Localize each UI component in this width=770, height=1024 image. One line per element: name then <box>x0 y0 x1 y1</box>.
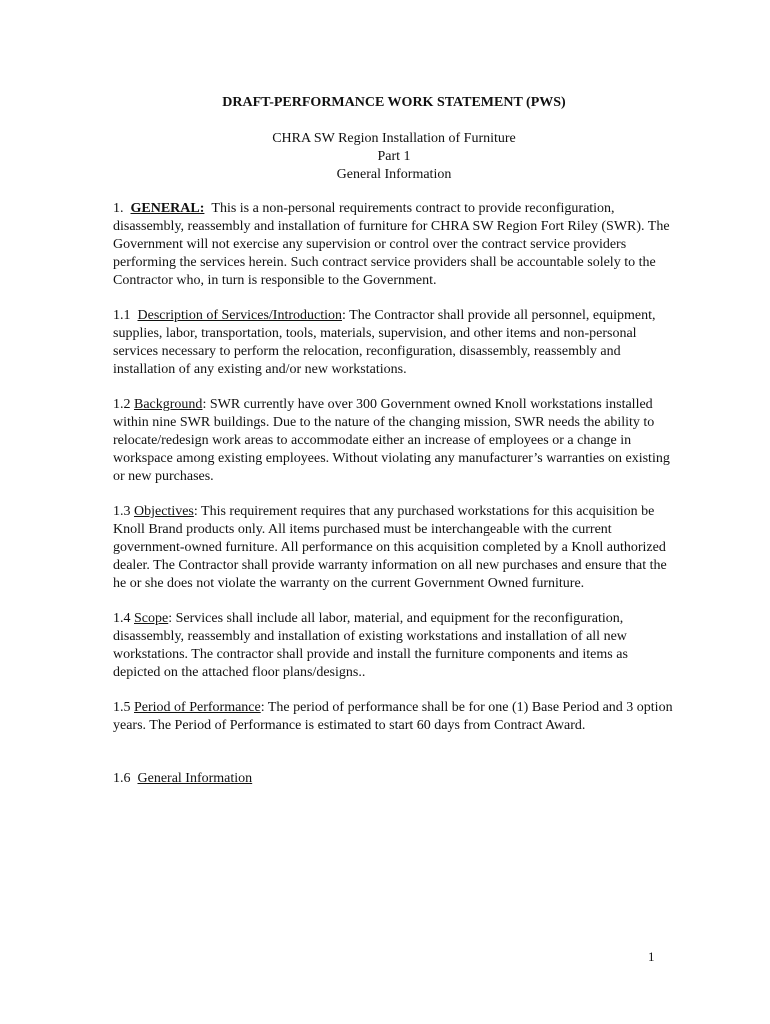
section-body: : Services shall include all labor, material, and equipment for the reconfiguration, disassembly, reassembly and installation of existing workstations and installation of all new workstations. The contractor shall provide and install the furniture components and items as depicted on the attached floor plans/designs.. <box>113 611 628 680</box>
section-general <box>113 200 675 290</box>
section-number: 1.1 <box>113 308 131 323</box>
subtitle-block <box>113 130 675 184</box>
section-heading: Background <box>134 397 203 412</box>
document-page <box>113 94 675 788</box>
section-number: 1.3 <box>113 504 131 519</box>
section-number: 1.4 <box>113 611 131 626</box>
section-body: : SWR currently have over 300 Government owned Knoll workstations installed within nine SWR buildings. Due to the nature of the changing mission, SWR needs the ability to relocate/redesign work areas to accommodate either an increase of employees or a change in workspace among existing employees. Without violating any manufacturer’s warranties on existing or new purchases. <box>113 397 670 484</box>
subtitle-line-3: General Information <box>336 167 452 182</box>
section-body: : The period of performance shall be for one (1) Base Period and 3 option years. The Period of Performance is estimated to start 60 days from Contract Award. <box>113 700 673 733</box>
section-number: 1.5 <box>113 700 131 715</box>
section-heading: Scope <box>134 611 169 626</box>
section-heading: Objectives <box>134 504 194 519</box>
page-number: 1 <box>648 949 655 964</box>
section-scope <box>113 610 675 682</box>
document-title: DRAFT-PERFORMANCE WORK STATEMENT (PWS) <box>222 95 566 110</box>
section-body: : The Contractor shall provide all personnel, equipment, supplies, labor, transportation, tools, materials, supervision, and other items and non-personal services necessary to perform the relocation, reconfiguration, disassembly, reassembly and installation of any existing and/or new workstations. <box>113 308 656 377</box>
section-number: 1.6 <box>113 771 131 786</box>
section-heading: GENERAL: <box>130 201 205 216</box>
subtitle-line-2: Part 1 <box>377 149 411 164</box>
section-period <box>113 699 675 735</box>
section-description <box>113 307 675 379</box>
section-heading: General Information <box>137 771 253 786</box>
section-number: 1. <box>113 201 124 216</box>
subtitle-line-1: CHRA SW Region Installation of Furniture <box>272 131 516 146</box>
section-heading: Period of Performance <box>134 700 261 715</box>
section-body: : This requirement requires that any purchased workstations for this acquisition be Knoll Brand products only. All items purchased must be interchangeable with the current government-owned furniture. All performance on this acquisition completed by a Knoll authorized dealer. The Contractor shall provide warranty information on all new purchases and ensure that the he or she does not violate the warranty on the current Government Owned furniture. <box>113 504 667 591</box>
section-general-information <box>113 770 675 788</box>
section-heading: Description of Services/Introduction <box>137 308 343 323</box>
section-body: This is a non-personal requirements contract to provide reconfiguration, disassembly, reassembly and installation of furniture for CHRA SW Region Fort Riley (SWR). The Government will not exercise any supervision or control over the contract service providers performing the services herein. Such contract service providers shall be accountable solely to the Contractor who, in turn is responsible to the Government. <box>113 201 670 288</box>
section-number: 1.2 <box>113 397 131 412</box>
section-objectives <box>113 503 675 593</box>
section-background <box>113 396 675 486</box>
